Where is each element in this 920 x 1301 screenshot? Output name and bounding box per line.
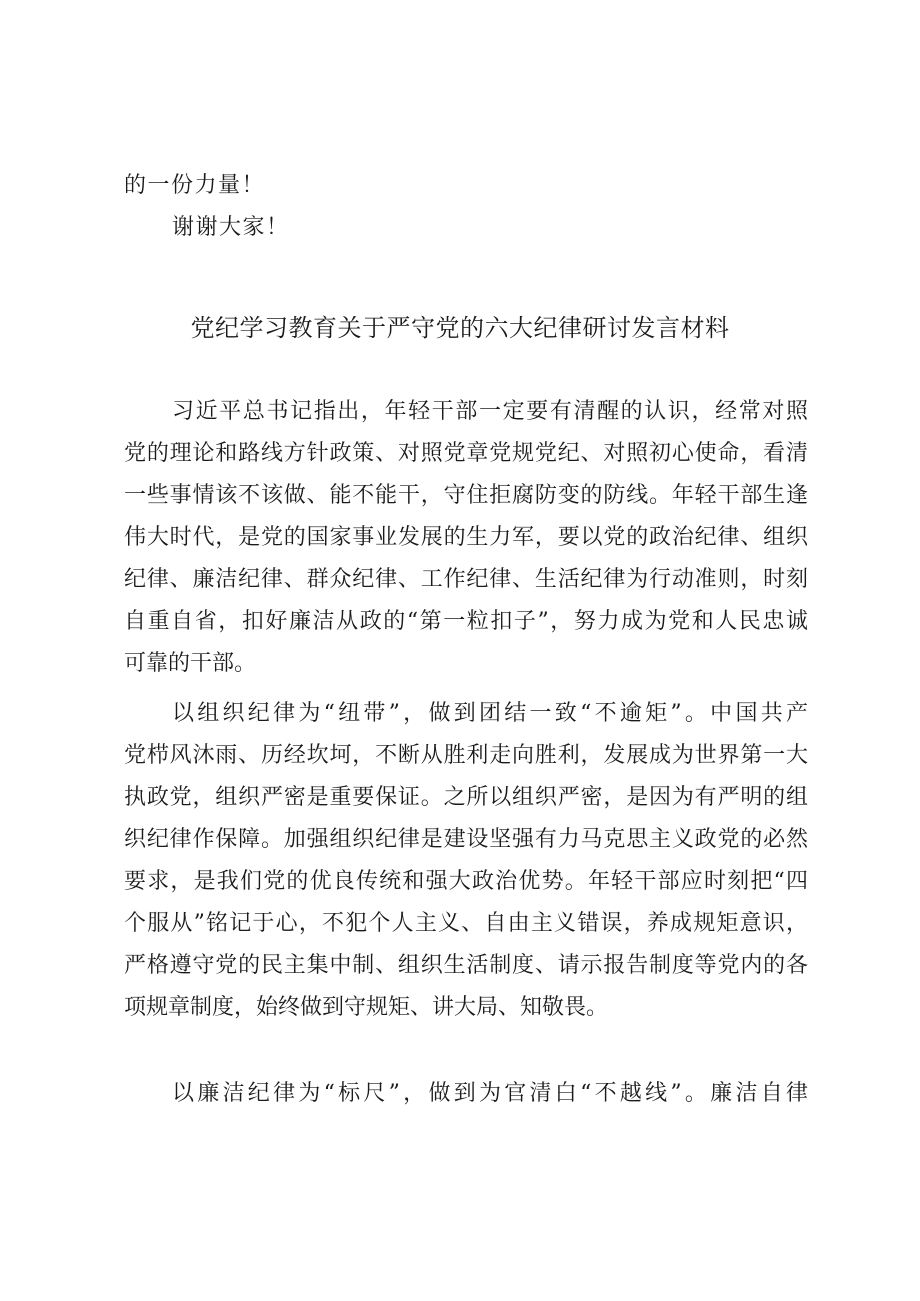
paragraph-2-line-4: 织纪律作保障。加强组织纪律是建设坚强有力马克思主义政党的必然 (124, 827, 808, 852)
paragraph-2-line-3: 执政党，组织严密是重要保证。之所以组织严密，是因为有严明的组 (124, 785, 808, 810)
paragraph-1-line-6: 自重自省，扣好廉洁从政的“第一粒扣子”，努力成为党和人民忠诚 (124, 609, 808, 634)
document-title: 党纪学习教育关于严守党的六大纪律研讨发言材料 (190, 314, 730, 342)
paragraph-2-line-8: 项规章制度，始终做到守规矩、讲大局、知敬畏。 (124, 995, 609, 1020)
carryover-line: 的一份力量！ (124, 173, 266, 198)
paragraph-1-line-7: 可靠的干部。 (124, 651, 257, 676)
paragraph-2-line-6: 个服从”铭记于心，不犯个人主义、自由主义错误，养成规矩意识， (124, 911, 808, 936)
paragraph-2-line-1: 以组织纪律为“纽带”，做到团结一致“不逾矩”。中国共产 (172, 701, 808, 726)
paragraph-1-line-2: 党的理论和路线方针政策、对照党章党规党纪、对照初心使命，看清 (124, 441, 808, 466)
paragraph-1-line-5: 纪律、廉洁纪律、群众纪律、工作纪律、生活纪律为行动准则，时刻 (124, 567, 808, 592)
paragraph-1-line-4: 伟大时代，是党的国家事业发展的生力军，要以党的政治纪律、组织 (124, 525, 808, 550)
closing-thanks: 谢谢大家！ (172, 215, 290, 240)
paragraph-2-line-5: 要求，是我们党的优良传统和强大政治优势。年轻干部应时刻把“四 (124, 869, 808, 894)
paragraph-1-line-3: 一些事情该不该做、能不能干，守住拒腐防变的防线。年轻干部生逢 (124, 483, 808, 508)
paragraph-3-line-1: 以廉洁纪律为“标尺”，做到为官清白“不越线”。廉洁自律 (172, 1081, 808, 1106)
paragraph-1-line-1: 习近平总书记指出，年轻干部一定要有清醒的认识，经常对照 (172, 399, 808, 424)
paragraph-2-line-7: 严格遵守党的民主集中制、组织生活制度、请示报告制度等党内的各 (124, 953, 808, 978)
paragraph-2-line-2: 党栉风沐雨、历经坎坷，不断从胜利走向胜利，发展成为世界第一大 (124, 743, 808, 768)
